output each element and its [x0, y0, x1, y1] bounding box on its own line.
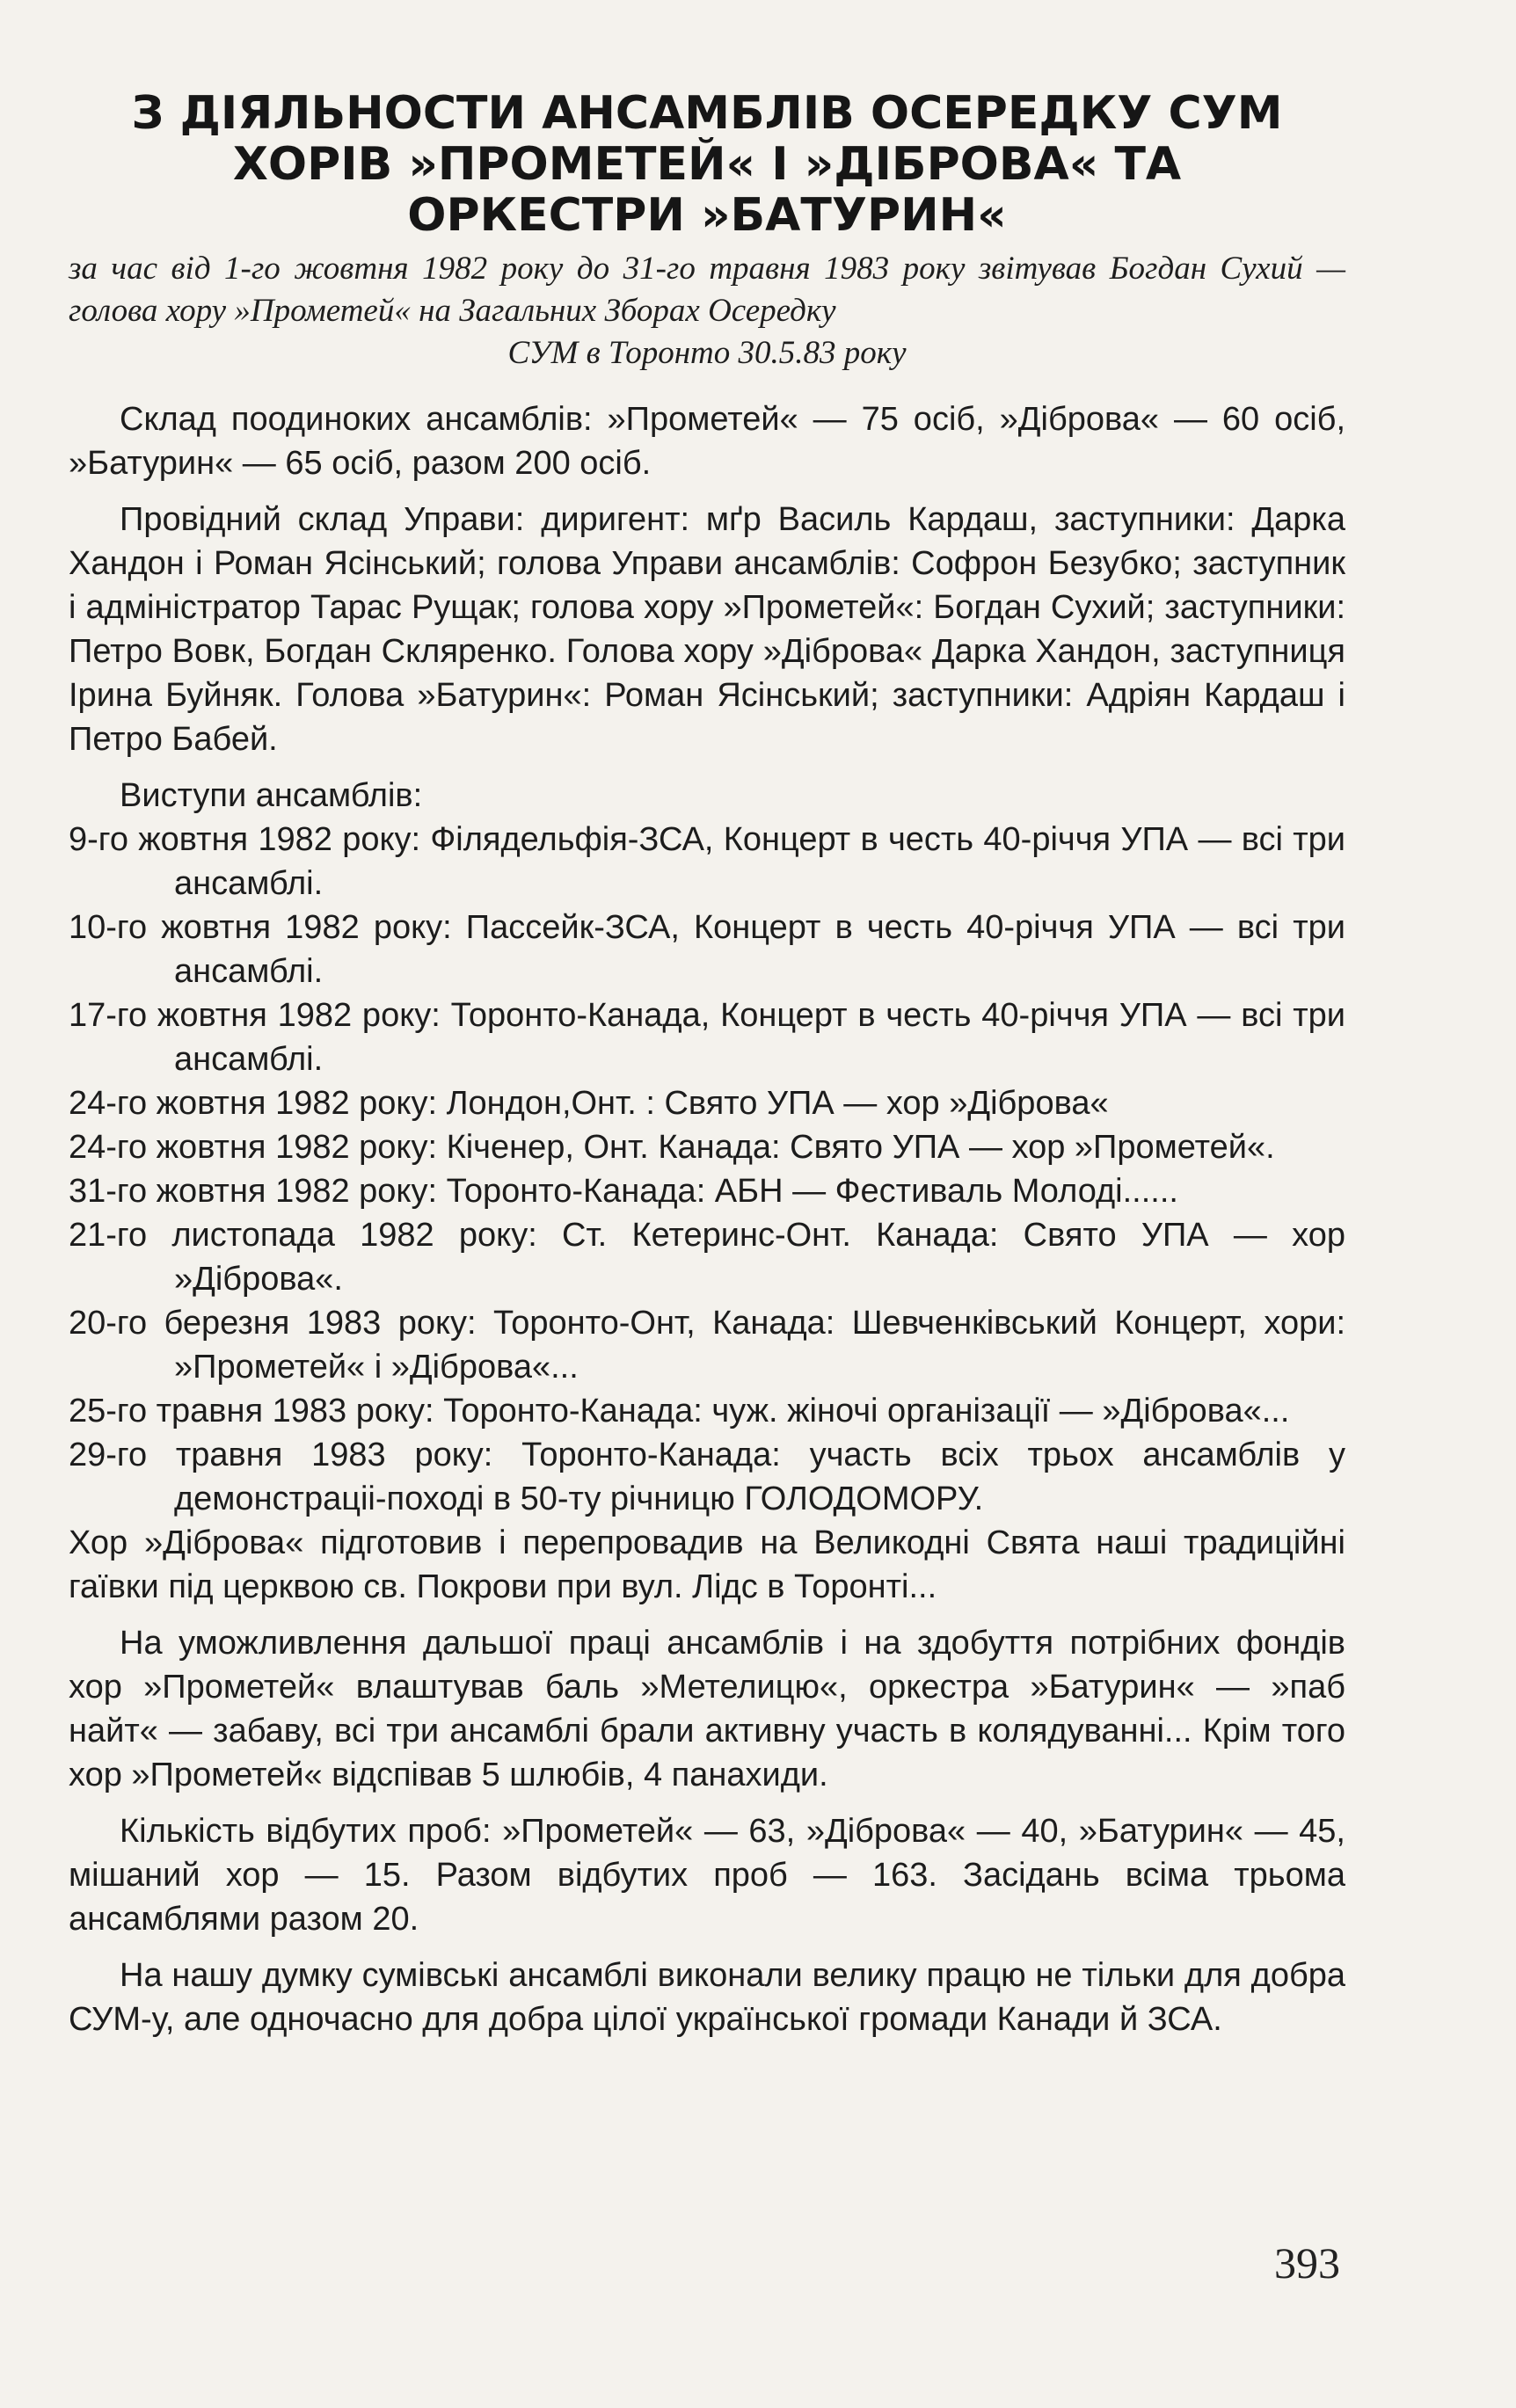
performance-item: 17-го жовтня 1982 року: Торонто-Канада, Концерт в честь 40-річчя УПА — всі три ансамблі. [69, 997, 1345, 1078]
performance-item: 29-го травня 1983 року: Торонто-Канада: участь всіх трьох ансамблів у демонстраціі-поході в 50-ту річницю ГОЛОДОМОРУ. [69, 1437, 1345, 1517]
performance-item: 20-го березня 1983 року: Торонто-Онт, Канада: Шевченківський Концерт, хори: »Прометей« і »Діброва«... [69, 1305, 1345, 1386]
document-title [69, 88, 1345, 241]
performances-list [69, 818, 1345, 1521]
report-subtitle [69, 248, 1345, 375]
fundraising-paragraph: На уможливлення дальшої праці ансамблів і на здобуття потрібних фондів хор »Прометей« влаштував баль »Метелицю«, оркестра »Батурин« — »паб найт« — забаву, всі три ансамблі брали активну участь в колядуванні... Крім того хор »Прометей« відспівав 5 шлюбів, 4 панахиди. [69, 1625, 1345, 1793]
performance-item: 9-го жовтня 1982 року: Філядельфія-ЗСА, Концерт в честь 40-річчя УПА — всі три ансамблі. [69, 821, 1345, 902]
performance-item: 31-го жовтня 1982 року: Торонто-Канада: АБН — Фестиваль Молоді...... [69, 1173, 1178, 1210]
subtitle-last-line: СУМ в Торонто 30.5.83 року [507, 335, 907, 371]
page-number: 393 [1274, 2238, 1340, 2288]
easter-paragraph: Хор »Діброва« підготовив і перепровадив на Великодні Свята наші традиційні гаївки під церквою св. Покрови при вул. Лідс в Торонті... [69, 1524, 1345, 1605]
performance-item: 24-го жовтня 1982 року: Лондон,Онт. : Свято УПА — хор »Діброва« [69, 1085, 1109, 1122]
performance-item: 25-го травня 1983 року: Торонто-Канада: чуж. жіночі організації — »Діброва«... [69, 1393, 1290, 1430]
title-line-3: ОРКЕСТРИ »БАТУРИН« [407, 189, 1007, 242]
performance-item: 10-го жовтня 1982 року: Пассейк-ЗСА, Концерт в честь 40-річчя УПА — всі три ансамблі. [69, 909, 1345, 990]
conclusion-paragraph: На нашу думку сумівські ансамблі виконали велику працю не тільки для добра СУМ-у, але одночасно для добра цілої української громади Канади й ЗСА. [69, 1957, 1345, 2038]
membership-paragraph: Склад поодиноких ансамблів: »Прометей« — 75 осіб, »Діброва« — 60 осіб, »Батурин« — 65 осіб, разом 200 осіб. [69, 401, 1345, 482]
performances-heading: Виступи ансамблів: [120, 777, 423, 814]
subtitle-main: за час від 1-го жовтня 1982 року до 31-го травня 1983 року звітував Богдан Сухий — голова хору »Прометей« на Загальних Зборах Осередку [69, 251, 1345, 329]
title-line-1: З ДІЯЛЬНОСТИ АНСАМБЛІВ ОСЕРЕДКУ СУМ [131, 87, 1283, 140]
performance-item: 21-го листопада 1982 року: Ст. Кетеринс-Онт. Канада: Свято УПА — хор »Діброва«. [69, 1217, 1345, 1298]
leadership-paragraph: Провідний склад Управи: диригент: мґр Василь Кардаш, заступники: Дарка Хандон і Роман Ясінський; голова Управи ансамблів: Софрон Безубко; заступник і адміністратор Тарас Рущак; голова хору »Прометей«: Богдан Сухий; заступники: Петро Вовк, Богдан Скляренко. Голова хору »Діброва« Дарка Хандон, заступниця Ірина Буйняк. Голова »Батурин«: Роман Ясінський; заступники: Адріян Кардаш і Петро Бабей. [69, 501, 1345, 758]
page-content [69, 88, 1345, 2041]
performance-item: 24-го жовтня 1982 року: Кіченер, Онт. Канада: Свято УПА — хор »Прометей«. [69, 1129, 1275, 1166]
rehearsals-paragraph: Кількість відбутих проб: »Прометей« — 63, »Діброва« — 40, »Батурин« — 45, мішаний хор — 15. Разом відбутих проб — 163. Засідань всіма трьома ансамблями разом 20. [69, 1813, 1345, 1938]
title-line-2: ХОРІВ »ПРОМЕТЕЙ« І »ДІБРОВА« ТА [232, 138, 1182, 191]
